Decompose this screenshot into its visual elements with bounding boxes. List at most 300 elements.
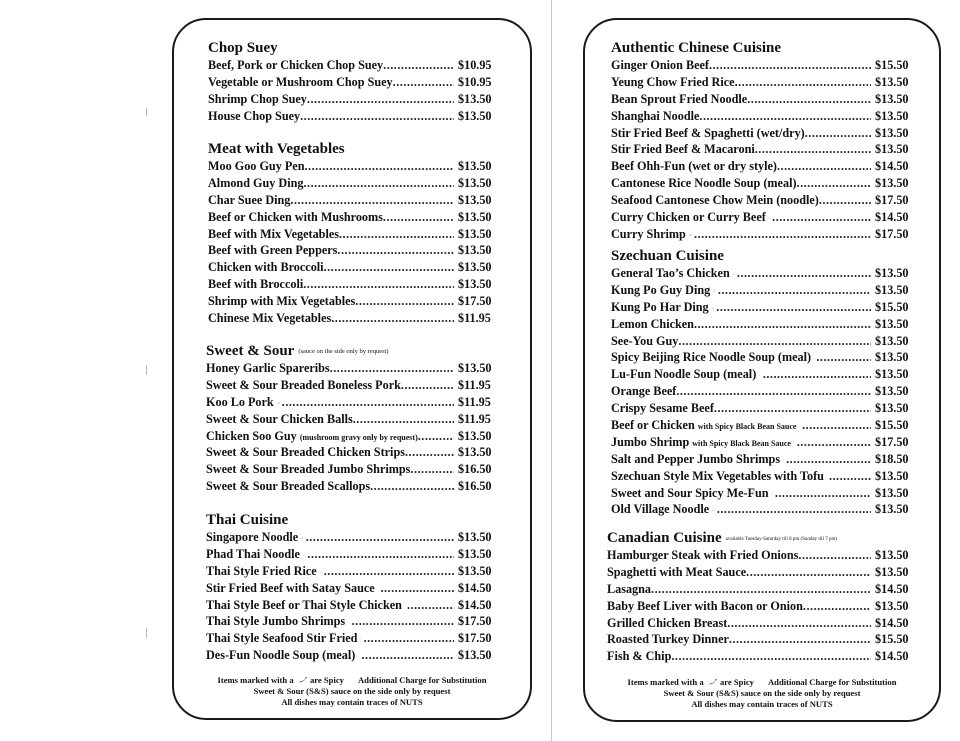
dot-leader xyxy=(307,91,454,108)
menu-item-price: $13.50 xyxy=(875,91,909,106)
menu-item-name: Kung Po Guy Ding xyxy=(611,282,711,297)
menu-item xyxy=(611,125,917,142)
menu-item xyxy=(611,333,917,350)
dot-leader xyxy=(361,647,454,664)
dot-leader xyxy=(699,108,871,125)
menu-item-price: $13.50 xyxy=(875,333,909,348)
menu-item-price: $17.50 xyxy=(458,614,492,629)
menu-item-note: with Spicy Black Bean Sauce xyxy=(697,422,797,432)
menu-item-note: with Spicy Black Bean Sauce xyxy=(692,438,791,448)
chili-pepper-icon xyxy=(707,679,717,685)
dot-leader xyxy=(300,108,454,125)
menu-item-price: $13.50 xyxy=(875,367,909,382)
dot-leader xyxy=(676,383,871,400)
dot-leader xyxy=(405,444,454,461)
chili-pepper-icon xyxy=(768,215,770,221)
menu-item-name: Sweet & Sour Breaded Scallops xyxy=(206,479,371,494)
menu-item-price: $14.50 xyxy=(875,615,909,630)
dot-leader xyxy=(777,158,871,175)
menu-item-price: $13.50 xyxy=(458,361,492,375)
dot-leader xyxy=(304,175,455,192)
chili-pepper-icon xyxy=(276,400,280,406)
menu-item-name: Old Village Noodle xyxy=(611,502,710,517)
menu-item-name: Sweet and Sour Spicy Me-Fun xyxy=(611,485,769,500)
dot-leader xyxy=(324,259,454,276)
menu-item-name: Bean Sprout Fried Noodle xyxy=(611,91,748,106)
menu-item-name: Beef or Chicken with Mushrooms xyxy=(208,209,383,224)
menu-item-price: $13.50 xyxy=(458,648,492,663)
menu-item-price: $15.50 xyxy=(875,632,909,647)
dot-leader xyxy=(306,529,454,546)
dot-leader xyxy=(797,175,871,192)
dot-leader xyxy=(651,581,871,598)
menu-item xyxy=(208,310,500,327)
menu-item-name: Moo Goo Guy Pen xyxy=(208,159,305,173)
chili-pepper-icon xyxy=(782,457,784,463)
menu-item-price: $15.50 xyxy=(875,58,909,72)
menu-section xyxy=(206,512,500,664)
menu-item-price: $11.95 xyxy=(458,311,491,326)
menu-item xyxy=(611,265,917,282)
chili-pepper-icon xyxy=(711,507,715,513)
menu-item xyxy=(206,444,500,461)
menu-item xyxy=(611,468,917,485)
section-title xyxy=(208,40,500,57)
chili-pepper-icon xyxy=(297,677,307,683)
dot-leader xyxy=(307,546,454,563)
menu-item xyxy=(611,226,917,243)
menu-item-name: Honey Garlic Spareribs xyxy=(206,361,330,375)
menu-item xyxy=(206,647,500,664)
menu-item xyxy=(611,400,917,417)
menu-item xyxy=(607,581,917,598)
menu-item-price: $13.50 xyxy=(458,563,492,578)
menu-item xyxy=(208,108,500,125)
chili-pepper-icon xyxy=(793,440,795,446)
menu-item-price: $13.50 xyxy=(875,74,909,89)
menu-item xyxy=(611,57,917,74)
menu-item xyxy=(611,417,917,434)
menu-item-name: Lu-Fun Noodle Soup (meal) xyxy=(611,367,757,382)
menu-item-name: Kung Po Har Ding xyxy=(611,299,709,314)
menu-item xyxy=(206,411,500,428)
menu-item-name: Stir Fried Beef & Spaghetti (wet/dry) xyxy=(611,125,805,140)
menu-item-name: Stir Fried Beef & Macaroni xyxy=(611,142,755,157)
menu-item-price: $13.50 xyxy=(875,384,909,399)
menu-item-name: Sweet & Sour Breaded Jumbo Shrimps xyxy=(206,462,411,477)
menu-item-name: Beef or Chicken xyxy=(611,418,695,433)
menu-item xyxy=(206,394,500,411)
chili-pepper-icon xyxy=(300,535,303,541)
chili-pepper-icon xyxy=(813,355,814,361)
edge-mark xyxy=(146,628,147,638)
menu-section xyxy=(607,530,917,665)
dot-leader xyxy=(805,125,871,142)
dot-leader xyxy=(355,293,454,310)
dot-leader xyxy=(380,580,454,597)
menu-item-name: Ginger Onion Beef xyxy=(611,58,709,72)
edge-mark xyxy=(146,365,147,375)
dot-leader xyxy=(330,360,454,377)
menu-item-name: Thai Style Seafood Stir Fried xyxy=(206,631,358,646)
dot-leader xyxy=(393,74,454,91)
dot-leader xyxy=(671,648,871,665)
menu-item-price: $13.50 xyxy=(458,192,492,207)
menu-item-price: $13.50 xyxy=(458,428,492,443)
menu-item-price: $14.50 xyxy=(875,649,909,664)
menu-item xyxy=(208,158,500,175)
section-note: available Tuesday-Saturday till 8 pm (Sunday till 7 pm) xyxy=(725,537,838,542)
menu-item-price: $13.50 xyxy=(875,282,909,297)
menu-item-name: Thai Style Jumbo Shrimps xyxy=(206,614,346,629)
menu-item-price: $16.50 xyxy=(458,462,492,477)
menu-item-price: $15.50 xyxy=(875,418,909,433)
menu-section xyxy=(611,40,917,243)
menu-item-price: $10.95 xyxy=(458,58,492,72)
menu-item-price: $13.50 xyxy=(875,125,909,140)
dot-leader xyxy=(370,478,454,495)
menu-item-name: Beef Ohh-Fun (wet or dry style) xyxy=(611,159,777,174)
menu-item xyxy=(206,597,500,614)
dot-leader xyxy=(383,209,454,226)
menu-item-name: Thai Style Beef or Thai Style Chicken xyxy=(206,597,402,612)
menu-footer xyxy=(174,675,530,708)
dot-leader xyxy=(353,411,454,428)
dot-leader xyxy=(709,57,871,74)
menu-item-name: Char Suee Ding xyxy=(208,192,291,207)
dot-leader xyxy=(383,57,454,74)
chili-pepper-icon xyxy=(711,305,715,311)
menu-item-name: Grilled Chicken Breast xyxy=(607,615,728,630)
spicy-legend-prefix: Items marked with a xyxy=(217,675,294,685)
menu-item xyxy=(206,546,500,563)
menu-item-price: $11.95 xyxy=(458,411,491,426)
section-title-text: Szechuan Cuisine xyxy=(611,248,724,264)
menu-item-name: Baby Beef Liver with Bacon or Onion xyxy=(607,598,803,613)
menu-item-price: $14.50 xyxy=(458,597,492,612)
menu-item-name: Des-Fun Noodle Soup (meal) xyxy=(206,648,356,663)
menu-item xyxy=(208,91,500,108)
dot-leader xyxy=(747,91,871,108)
menu-item xyxy=(206,580,500,597)
dot-leader xyxy=(829,468,871,485)
menu-item xyxy=(611,451,917,468)
menu-item-price: $10.95 xyxy=(458,74,492,89)
chili-pepper-icon xyxy=(404,603,405,609)
menu-item-price: $16.50 xyxy=(458,479,492,494)
menu-item-name: See-You Guy xyxy=(611,333,679,348)
chili-pepper-icon xyxy=(359,636,361,642)
menu-item-name: Beef with Broccoli xyxy=(208,277,304,292)
menu-item xyxy=(208,276,500,293)
menu-item-name: Hamburger Steak with Fried Onions xyxy=(607,548,799,562)
dot-leader xyxy=(331,310,454,327)
chili-pepper-icon xyxy=(771,491,773,497)
chili-pepper-icon xyxy=(712,288,716,294)
dot-leader xyxy=(401,377,454,394)
menu-item xyxy=(611,349,917,366)
menu-section xyxy=(206,343,500,495)
dot-leader xyxy=(718,282,871,299)
menu-item-price: $13.50 xyxy=(875,176,909,191)
section-title-text: Thai Cuisine xyxy=(206,512,289,528)
menu-item-name: General Tao’s Chicken xyxy=(611,266,730,280)
menu-item xyxy=(611,366,917,383)
menu-item-price: $13.50 xyxy=(875,548,909,562)
section-title-text: Canadian Cuisine xyxy=(607,530,722,546)
chili-pepper-icon xyxy=(377,586,379,592)
menu-item-name: Curry Chicken or Curry Beef xyxy=(611,210,766,225)
menu-item xyxy=(607,564,917,581)
section-title-text: Sweet & Sour xyxy=(206,343,295,359)
chili-pepper-icon xyxy=(798,423,800,429)
spicy-legend-suffix: are Spicy xyxy=(309,675,344,685)
menu-item-name: Spicy Beijing Rice Noodle Soup (meal) xyxy=(611,350,812,365)
menu-item-price: $13.50 xyxy=(875,468,909,483)
menu-item xyxy=(208,293,500,310)
chili-pepper-icon xyxy=(319,569,322,575)
menu-item xyxy=(206,613,500,630)
spicy-legend-suffix: are Spicy xyxy=(719,677,754,687)
edge-mark xyxy=(146,108,147,116)
dot-leader xyxy=(729,631,871,648)
menu-item xyxy=(206,478,500,495)
dot-leader xyxy=(717,501,871,518)
menu-item-name: Koo Lo Pork xyxy=(206,394,274,409)
section-title xyxy=(208,141,500,158)
dot-leader xyxy=(775,485,871,502)
menu-item xyxy=(611,434,917,451)
menu-item-price: $13.50 xyxy=(458,277,492,292)
menu-item-name: Chicken with Broccoli xyxy=(208,260,324,275)
menu-item xyxy=(611,108,917,125)
menu-item-name: Fish & Chip xyxy=(607,649,672,664)
menu-item-price: $14.50 xyxy=(875,581,909,596)
menu-item xyxy=(611,91,917,108)
section-note: (sauce on the side only by request) xyxy=(298,348,389,355)
menu-item xyxy=(208,192,500,209)
menu-item xyxy=(206,377,500,394)
menu-section xyxy=(611,248,917,518)
dot-leader xyxy=(816,349,871,366)
menu-item-name: Orange Beef xyxy=(611,384,677,399)
menu-item-name: Lemon Chicken xyxy=(611,316,694,331)
menu-item-name: Beef with Mix Vegetables xyxy=(208,226,339,241)
menu-item-price: $13.50 xyxy=(875,598,909,613)
menu-panel-left xyxy=(172,18,532,720)
dot-leader xyxy=(746,564,871,581)
menu-item-price: $11.95 xyxy=(458,394,491,409)
menu-item xyxy=(611,209,917,226)
menu-item-name: Roasted Turkey Dinner xyxy=(607,632,729,647)
menu-item-name: Chicken Soo Guy xyxy=(206,428,297,443)
menu-item-name: Phad Thai Noodle xyxy=(206,546,300,561)
menu-item-price: $17.50 xyxy=(875,226,909,241)
menu-item-price: $14.50 xyxy=(875,210,909,225)
menu-item-price: $17.50 xyxy=(458,294,492,309)
section-title-text: Chop Suey xyxy=(208,40,278,56)
chili-pepper-icon xyxy=(302,552,305,558)
dot-leader xyxy=(786,451,871,468)
menu-item xyxy=(611,141,917,158)
menu-item-price: $13.50 xyxy=(875,316,909,331)
dot-leader xyxy=(339,226,454,243)
menu-item-price: $13.50 xyxy=(875,502,909,517)
dot-leader xyxy=(418,428,454,445)
dot-leader xyxy=(737,265,871,282)
menu-item-name: Seafood Cantonese Chow Mein (noodle) xyxy=(611,193,819,208)
menu-item-price: $13.50 xyxy=(458,209,492,224)
dot-leader xyxy=(324,563,454,580)
menu-item-name: Yeung Chow Fried Rice xyxy=(611,74,735,89)
menu-item-price: $13.50 xyxy=(458,546,492,561)
menu-item xyxy=(206,630,500,647)
section-title-text: Meat with Vegetables xyxy=(208,141,345,157)
section-title xyxy=(611,248,917,265)
page-fold-line xyxy=(551,0,552,741)
nuts-warning: All dishes may contain traces of NUTS xyxy=(691,699,833,709)
menu-item-price: $13.50 xyxy=(875,401,909,416)
menu-item-price: $13.50 xyxy=(875,564,909,579)
chili-pepper-icon xyxy=(758,372,761,378)
menu-item-price: $13.50 xyxy=(458,175,492,190)
menu-item xyxy=(611,158,917,175)
section-title xyxy=(611,40,917,57)
menu-item xyxy=(208,175,500,192)
menu-item xyxy=(611,316,917,333)
menu-item xyxy=(611,282,917,299)
dot-leader xyxy=(407,597,454,614)
menu-item-price: $17.50 xyxy=(875,193,909,208)
section-title xyxy=(206,512,500,529)
dot-leader xyxy=(337,242,454,259)
menu-item-name: Thai Style Fried Rice xyxy=(206,563,317,578)
menu-item xyxy=(611,175,917,192)
menu-item-price: $13.50 xyxy=(458,530,492,544)
sauce-note: Sweet & Sour (S&S) sauce on the side only by request xyxy=(253,686,451,696)
spicy-legend-prefix: Items marked with a xyxy=(627,677,704,687)
menu-item-price: $18.50 xyxy=(875,451,909,466)
menu-item-name: House Chop Suey xyxy=(208,108,301,123)
menu-item xyxy=(607,631,917,648)
menu-item-name: Lasagna xyxy=(607,581,652,596)
menu-item-price: $13.50 xyxy=(458,91,492,106)
dot-leader xyxy=(735,74,871,91)
menu-item-name: Crispy Sesame Beef xyxy=(611,401,714,416)
sauce-note: Sweet & Sour (S&S) sauce on the side only by request xyxy=(663,688,861,698)
dot-leader xyxy=(714,400,871,417)
menu-item xyxy=(208,226,500,243)
dot-leader xyxy=(694,226,871,243)
dot-leader xyxy=(797,434,871,451)
menu-item-name: Almond Guy Ding xyxy=(208,175,304,190)
menu-item xyxy=(208,209,500,226)
menu-item-price: $13.50 xyxy=(875,108,909,123)
menu-item-name: Sweet & Sour Breaded Boneless Pork xyxy=(206,377,401,392)
menu-item xyxy=(607,547,917,564)
dot-leader xyxy=(352,613,454,630)
dot-leader xyxy=(772,209,871,226)
menu-item xyxy=(611,501,917,518)
menu-item-price: $13.50 xyxy=(875,485,909,500)
menu-item-name: Beef, Pork or Chicken Chop Suey xyxy=(208,58,384,72)
dot-leader xyxy=(798,547,871,564)
dot-leader xyxy=(803,598,871,615)
substitution-note: Additional Charge for Substitution xyxy=(767,677,897,687)
menu-item xyxy=(611,192,917,209)
dot-leader xyxy=(282,394,454,411)
menu-item-name: Shanghai Noodle xyxy=(611,108,700,123)
menu-item-price: $13.50 xyxy=(458,243,492,258)
menu-item xyxy=(206,428,500,445)
menu-item-name: Salt and Pepper Jumbo Shrimps xyxy=(611,451,781,466)
menu-item-price: $13.50 xyxy=(875,142,909,157)
dot-leader xyxy=(819,192,871,209)
menu-item-name: Spaghetti with Meat Sauce xyxy=(607,564,747,579)
menu-item xyxy=(206,563,500,580)
menu-item-name: Shrimp Chop Suey xyxy=(208,91,307,106)
menu-item-name: Jumbo Shrimp xyxy=(611,434,690,449)
substitution-note: Additional Charge for Substitution xyxy=(357,675,487,685)
menu-item-price: $13.50 xyxy=(875,266,909,280)
menu-item-price: $14.50 xyxy=(458,580,492,595)
menu-item-price: $13.50 xyxy=(458,226,492,241)
menu-item-price: $13.50 xyxy=(458,159,492,173)
menu-item xyxy=(208,74,500,91)
dot-leader xyxy=(290,192,454,209)
chili-pepper-icon xyxy=(732,271,735,277)
menu-item xyxy=(208,259,500,276)
dot-leader xyxy=(694,316,871,333)
dot-leader xyxy=(727,615,871,632)
dot-leader xyxy=(716,299,871,316)
menu-item xyxy=(611,383,917,400)
dot-leader xyxy=(303,276,454,293)
menu-item-name: Vegetable or Mushroom Chop Suey xyxy=(208,74,393,89)
menu-item-name: Shrimp with Mix Vegetables xyxy=(208,294,356,309)
menu-section xyxy=(208,141,500,327)
menu-item xyxy=(208,242,500,259)
chili-pepper-icon xyxy=(688,232,692,238)
menu-item xyxy=(611,74,917,91)
menu-item-price: $13.50 xyxy=(875,350,909,365)
menu-item-name: Sweet & Sour Chicken Balls xyxy=(206,411,353,426)
section-title xyxy=(607,530,917,547)
menu-item-note: (mushroom gravy only by request) xyxy=(299,432,418,442)
menu-panel-right xyxy=(583,18,941,722)
menu-item xyxy=(206,529,500,546)
menu-item-price: $17.50 xyxy=(875,434,909,449)
menu-item-price: $15.50 xyxy=(875,299,909,314)
menu-item-price: $14.50 xyxy=(875,159,909,174)
chili-pepper-icon xyxy=(347,619,349,625)
menu-item xyxy=(611,299,917,316)
nuts-warning: All dishes may contain traces of NUTS xyxy=(281,697,423,707)
dot-leader xyxy=(763,366,871,383)
menu-item xyxy=(208,57,500,74)
chili-pepper-icon xyxy=(357,653,359,659)
menu-item-price: $13.50 xyxy=(458,445,492,460)
menu-item xyxy=(607,615,917,632)
menu-item-name: Chinese Mix Vegetables xyxy=(208,311,332,326)
dot-leader xyxy=(678,333,871,350)
dot-leader xyxy=(410,461,454,478)
dot-leader xyxy=(802,417,871,434)
menu-item-name: Cantonese Rice Noodle Soup (meal) xyxy=(611,176,797,191)
menu-item xyxy=(206,360,500,377)
menu-item xyxy=(206,461,500,478)
menu-item-price: $13.50 xyxy=(458,108,492,123)
